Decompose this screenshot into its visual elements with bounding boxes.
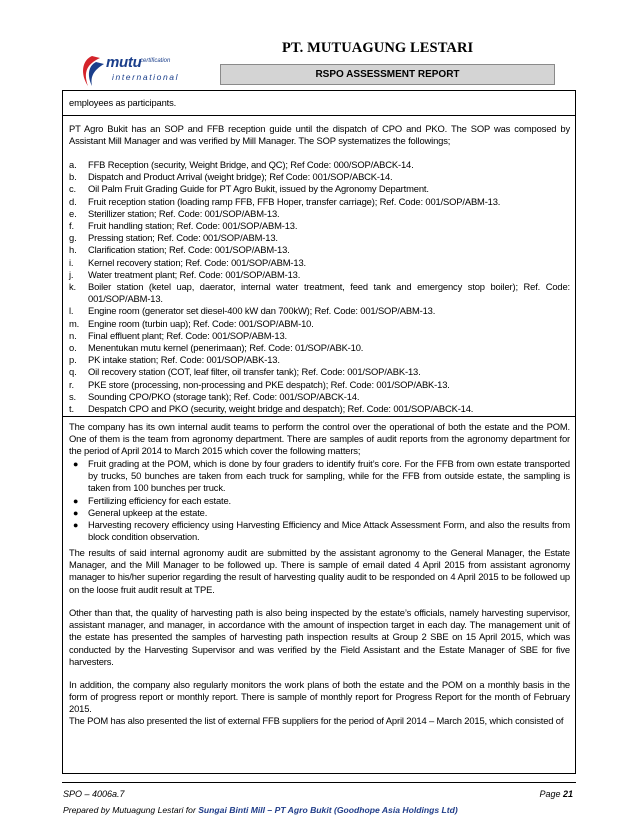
list-item-text: Oil recovery station (COT, leaf filter, oil transfer tank); Ref. Code: 001/SOP/ABK-13. [88, 366, 421, 378]
list-item-text: Clarification station; Ref. Code: 001/SOP/ABM-13. [88, 244, 290, 256]
bullet-text: Harvesting recovery efficiency using Harvesting Efficiency and Mice Attack Assessment Form, and also the results from block condition observation. [88, 519, 570, 543]
paragraph-harvesting-path: Other than that, the quality of harvesting path is also being inspected by the estate’s officials, namely harvesting supervisor, assistant manager, and manager, in accordance with the amount of inspection target in each day. The management unit of the estate has presented the samples of harvesting path inspection results at Group 2 SBE on 15 April 2015, which was conducted by the Harvesting Supervisor and was verified by the Field Assistant and the Estate Manager of SBE for five harvesters. [69, 607, 570, 667]
list-item-label: s. [69, 390, 76, 402]
bullet-icon: ● [73, 459, 79, 469]
bullet-icon: ● [73, 495, 79, 506]
prepared-for: Sungai Binti Mill – PT Agro Bukit (Goodhope Asia Holdings Ltd) [198, 805, 458, 815]
list-item-label: j. [69, 268, 74, 280]
sop-list-item [69, 244, 570, 256]
bullet-icon: ● [73, 520, 79, 531]
sop-list-item [69, 208, 570, 220]
logo-wordmark: mutu [106, 54, 142, 71]
document-code: SPO – 4006a.7 [63, 789, 125, 799]
bullet-icon: ● [73, 507, 79, 518]
list-item-label: n. [69, 329, 77, 341]
sop-list [69, 159, 570, 415]
list-item-label: l. [69, 305, 74, 317]
list-item-text: Oil Palm Fruit Grading Guide for PT Agro Bukit, issued by the Agronomy Department. [88, 183, 429, 195]
sop-list-item [69, 159, 570, 171]
divider [63, 115, 575, 116]
list-item-text: Engine room (generator set diesel-400 kW dan 700kW); Ref. Code: 001/SOP/ABM-13. [88, 305, 436, 317]
sop-list-item [69, 391, 570, 403]
list-item-text: FFB Reception (security, Weight Bridge, and QC); Ref Code: 000/SOP/ABCK-14. [88, 159, 414, 170]
list-item-text: Pressing station; Ref. Code: 001/SOP/ABM-13. [88, 232, 278, 244]
list-item-text: PK intake station; Ref. Code: 001/SOP/ABK-13. [88, 354, 280, 366]
audit-bullets [69, 458, 570, 543]
list-item-label: r. [69, 378, 74, 390]
paragraph-external-suppliers: The POM has also presented the list of external FFB suppliers for the period of April 2014 – March 2015, which consisted of [69, 715, 564, 726]
list-item-label: g. [69, 232, 77, 244]
sop-list-item [69, 269, 570, 281]
list-item-label: b. [69, 171, 77, 183]
footer-divider [62, 782, 576, 783]
logo-certification: certification [140, 58, 171, 64]
sop-list-item [69, 305, 570, 317]
sop-list-item [69, 281, 570, 305]
list-item-text: Kernel recovery station; Ref. Code: 001/SOP/ABM-13. [88, 256, 306, 268]
list-item-text: Water treatment plant; Ref. Code: 001/SOP/ABM-13. [88, 268, 301, 280]
list-item-label: f. [69, 220, 74, 232]
sop-list-item [69, 171, 570, 183]
divider [63, 416, 575, 417]
sop-list-item [69, 318, 570, 330]
paragraph-audit-teams: The company has its own internal audit teams to perform the control over the operational of both the estate and the POM. One of them is the team from agronomy department. There are samples of audit reports from the agronomy department for the period of April 2014 to March 2015 which cover the following matters; [69, 421, 570, 457]
list-item-label: e. [69, 207, 77, 219]
list-item-label: t. [69, 403, 74, 415]
list-item-text: Fruit handling station; Ref. Code: 001/SOP/ABM-13. [88, 220, 298, 232]
logo-swoosh-icon [78, 52, 108, 92]
list-item-label: a. [69, 159, 77, 170]
sop-list-item [69, 196, 570, 208]
logo-international: international [112, 72, 180, 82]
list-item-label: d. [69, 195, 77, 207]
list-item-text: PKE store (processing, non-processing and PKE despatch); Ref. Code: 001/SOP/ABK-13. [88, 378, 450, 390]
bullet-text: Fruit grading at the POM, which is done by four graders to identify fruit’s core. For the FFB from own estate transported by trucks, 50 bunches are taken from each truck for sampling, while for the FFB from outside estate, the sampling is taken from 100 bunches per truck. [88, 458, 570, 494]
bullet-text: General upkeep at the estate. [88, 506, 208, 518]
sop-list-item [69, 379, 570, 391]
sop-list-item [69, 354, 570, 366]
sop-list-item [69, 342, 570, 354]
content-box [62, 90, 576, 774]
sop-list-item [69, 257, 570, 269]
list-item-label: i. [69, 256, 74, 268]
bullet-text: Fertilizing efficiency for each estate. [88, 494, 232, 506]
list-item-text: Dispatch and Product Arrival (weight bridge); Ref Code: 001/SOP/ABCK-14. [88, 171, 393, 183]
list-item-text: Sterillizer station; Ref. Code: 001/SOP/ABM-13. [88, 207, 280, 219]
paragraph-sop-intro: PT Agro Bukit has an SOP and FFB reception guide until the dispatch of CPO and PKO. The SOP was composed by Assistant Mill Manager and was verified by Mill Manager. The SOP systematizes the followings; [69, 123, 570, 147]
list-item-label: k. [69, 281, 76, 293]
list-item-label: h. [69, 244, 77, 256]
sop-list-item [69, 232, 570, 244]
page-number-value: 21 [562, 789, 573, 799]
list-item-text: Engine room (turbin uap); Ref. Code: 001/SOP/ABM-10. [88, 317, 314, 329]
list-item-label: q. [69, 366, 77, 378]
list-item-text: Despatch CPO and PKO (security, weight bridge and despatch); Ref. Code: 001/SOP/ABCK-14. [88, 403, 474, 415]
page-number: Page 21 [539, 789, 573, 799]
sop-list-item [69, 366, 570, 378]
list-item-text: Menentukan mutu kernel (penerimaan); Ref. Code: 01/SOP/ABK-10. [88, 342, 364, 354]
bullet-item [69, 495, 570, 507]
list-item-label: p. [69, 354, 77, 366]
list-item-label: c. [69, 183, 76, 195]
bullet-item [69, 507, 570, 519]
list-item-text: Fruit reception station (loading ramp FFB, FFB Hoper, transfer carriage); Ref. Code: 001/SOP/ABM-13. [88, 195, 501, 207]
sop-list-item [69, 183, 570, 195]
prepared-by: Prepared by Mutuagung Lestari for Sungai Binti Mill – PT Agro Bukit (Goodhope Asia Holdings Ltd) [63, 805, 458, 815]
sop-list-item [69, 403, 570, 415]
bullet-item [69, 458, 570, 495]
bullet-item [69, 519, 570, 543]
sop-list-item [69, 330, 570, 342]
list-item-text: Sounding CPO/PKO (storage tank); Ref. Code: 001/SOP/ABCK-14. [88, 390, 360, 402]
paragraph-audit-results: The results of said internal agronomy audit are submitted by the assistant agronomy to the General Manager, the Estate Manager, and the Mill Manager to be followed up. There is sample of email dated 4 April 2015 from assistant agronomy manager to his/her superior regarding the result of harvesting quality audit to be responded on 4 April 2015 to be followed up on the loose fruit audit result at TPE. [69, 547, 570, 595]
company-name: PT. MUTUAGUNG LESTARI [282, 40, 474, 56]
paragraph-0: employees as participants. [69, 97, 177, 108]
sop-list-item [69, 220, 570, 232]
paragraph-monthly-report: In addition, the company also regularly monitors the work plans of both the estate and the POM on a monthly basis in the form of progress report or monthly report. There is sample of monthly report for Progress Report for the month of February 2015. [69, 679, 570, 715]
list-item-label: o. [69, 342, 77, 354]
list-item-label: m. [69, 317, 80, 329]
list-item-text: Final effluent plant; Ref. Code: 001/SOP/ABM-13. [88, 329, 287, 341]
list-item-text: Boiler station (ketel uap, daerator, internal water treatment, feed tank and emergency stop boiler); Ref. Code: 001/SOP/ABM-13. [88, 281, 570, 305]
report-title-bar: RSPO ASSESSMENT REPORT [220, 64, 555, 85]
